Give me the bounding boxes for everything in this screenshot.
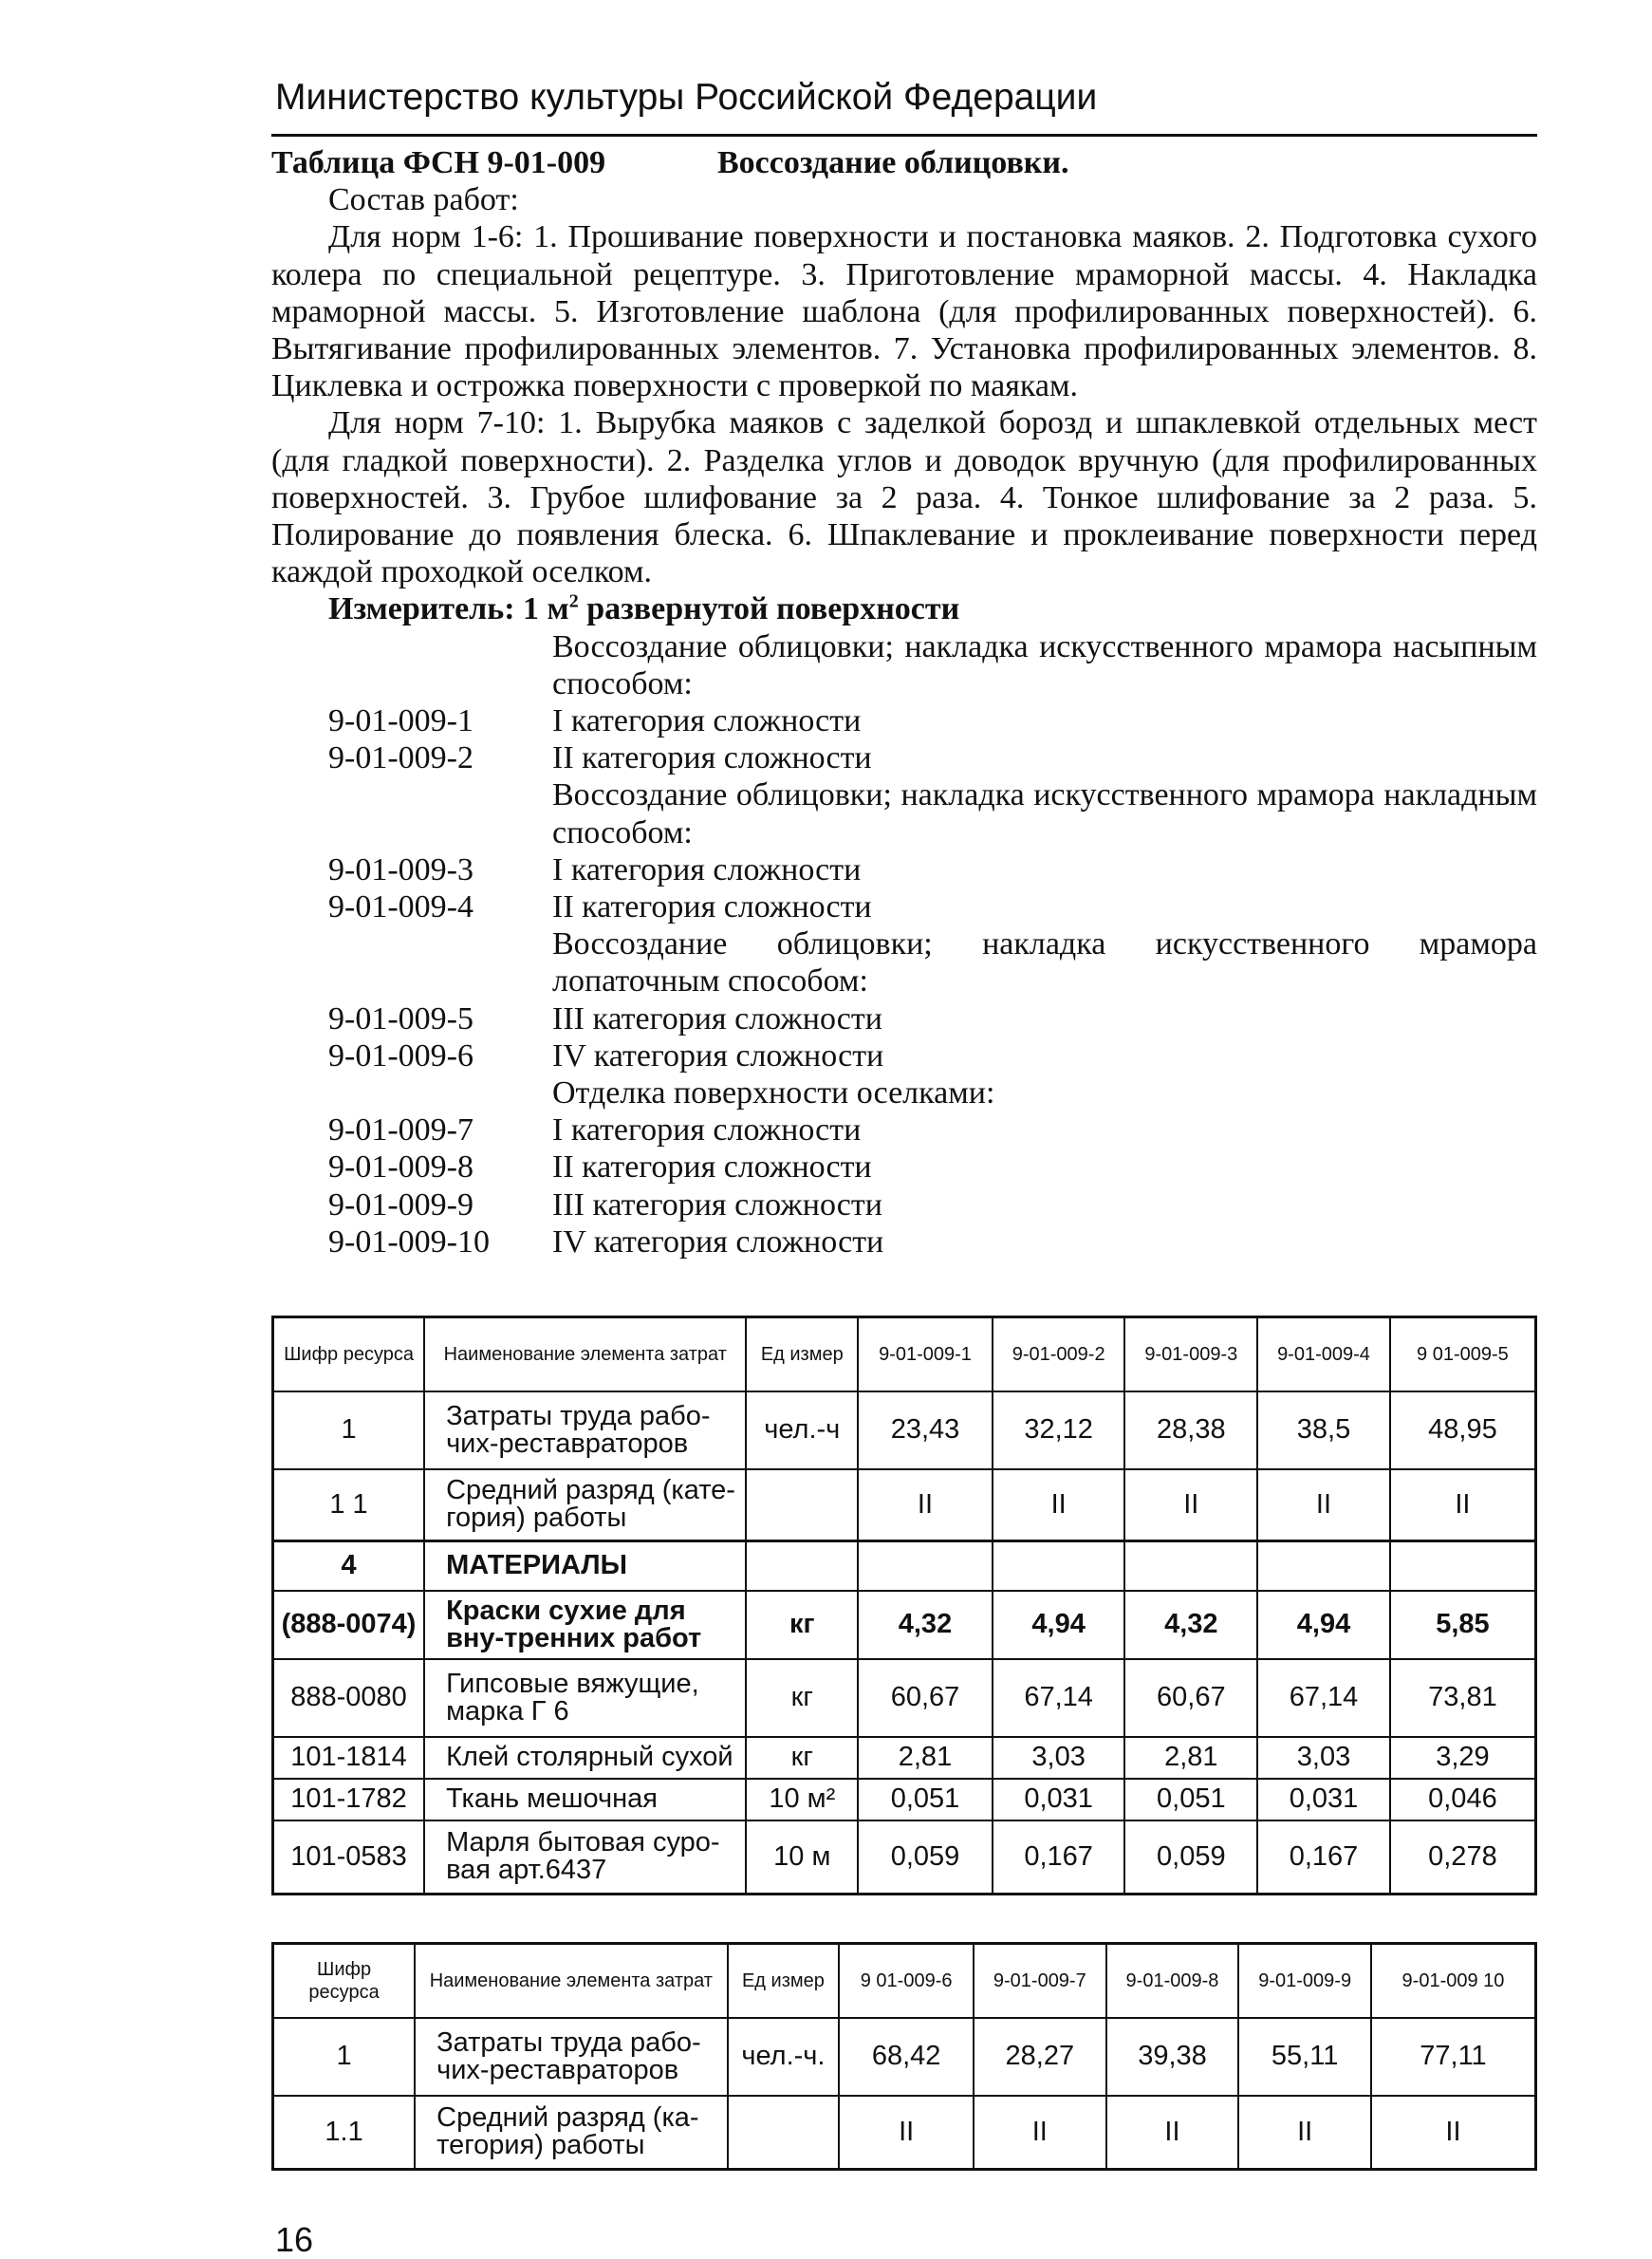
unit-cell: 10 м² [746, 1779, 858, 1820]
work-paragraph-1: Для норм 1-6: 1. Прошивание поверхности и постановка маяков. 2. Подготовка сухого колера по специальной рецептуре. 3. Приготовление мраморной массы. 4. Накладка мраморной массы. 5. Изготовление шаблона (для профилированных поверхностей). 6. Вытягивание профилированных элементов. 7. Установка профилированных элементов. 8. Циклевка и острожка поверхности с проверкой по маякам. [271, 219, 1537, 404]
measure-rest: развернутой поверхности [578, 591, 960, 627]
value-cell: 2,81 [858, 1737, 993, 1779]
column-header: 9-01-009 10 [1371, 1944, 1536, 2018]
value-cell: 60,67 [858, 1659, 993, 1737]
table-header-row [273, 1317, 1536, 1391]
resource-code-cell: (888-0074) [273, 1591, 425, 1659]
resource-code-cell: 1 [273, 1391, 425, 1469]
norm-code: 9-01-009-3 [328, 851, 473, 887]
measure-sup: 2 [568, 591, 579, 613]
norm-code: 9-01-009-4 [328, 889, 473, 925]
cost-element-cell: МАТЕРИАЛЫ [424, 1541, 746, 1591]
norm-item [271, 1000, 1537, 1037]
norm-text: III категория сложности [552, 1000, 882, 1036]
table-title [271, 144, 1537, 181]
table-row [273, 1820, 1536, 1895]
column-header: Ед измер [728, 1944, 840, 2018]
value-cell: II [858, 1469, 993, 1541]
value-cell: II [839, 2096, 974, 2170]
unit-cell: чел.-ч [746, 1391, 858, 1469]
table-name: Воссоздание облицовки. [717, 145, 1069, 180]
unit-cell [728, 2096, 840, 2170]
cost-element-cell: Краски сухие для вну-тренних работ [424, 1591, 746, 1659]
unit-cell: кг [746, 1737, 858, 1779]
norm-code: 9-01-009-9 [328, 1186, 473, 1223]
value-cell: 73,81 [1390, 1659, 1536, 1737]
cost-element-cell: Ткань мешочная [424, 1779, 746, 1820]
cost-element-cell: Затраты труда рабо-чих-реставраторов [415, 2018, 727, 2096]
norm-text: I категория сложности [552, 1112, 862, 1148]
column-header: Наименование элемента затрат [424, 1317, 746, 1391]
norm-text: IV категория сложности [552, 1037, 884, 1073]
cost-element-cell: Гипсовые вяжущие, марка Г 6 [424, 1659, 746, 1737]
resource-code-cell: 101-1782 [273, 1779, 425, 1820]
cost-element-cell: Затраты труда рабо-чих-реставраторов [424, 1391, 746, 1469]
norm-code: 9-01-009-7 [328, 1112, 473, 1148]
column-header: Ед измер [746, 1317, 858, 1391]
norm-item [271, 702, 1537, 739]
value-cell: 23,43 [858, 1391, 993, 1469]
norm-item [271, 1148, 1537, 1186]
value-cell: 67,14 [993, 1659, 1125, 1737]
resource-code-cell: 101-1814 [273, 1737, 425, 1779]
table-row [273, 1391, 1536, 1469]
value-cell: II [1257, 1469, 1390, 1541]
value-cell: 0,031 [1257, 1779, 1390, 1820]
table-row [273, 1779, 1536, 1820]
value-cell: 0,167 [1257, 1820, 1390, 1895]
norm-text: II категория сложности [552, 1149, 872, 1186]
norm-code: 9-01-009-6 [328, 1037, 473, 1073]
resource-code-cell: 888-0080 [273, 1659, 425, 1737]
table-header-row [273, 1944, 1536, 2018]
column-header: 9-01-009-4 [1257, 1317, 1390, 1391]
value-cell: 48,95 [1390, 1391, 1536, 1469]
table-row [273, 1469, 1536, 1541]
value-cell [1257, 1541, 1390, 1591]
value-cell: II [1238, 2096, 1371, 2170]
resource-code-cell: 1 1 [273, 1469, 425, 1541]
norm-code: 9-01-009-8 [328, 1149, 473, 1186]
column-header: 9 01-009-5 [1390, 1317, 1536, 1391]
table-row [273, 2018, 1536, 2096]
column-header: 9-01-009-1 [858, 1317, 993, 1391]
value-cell: 39,38 [1106, 2018, 1239, 2096]
resource-code-cell: 1.1 [273, 2096, 416, 2170]
resource-code-cell: 4 [273, 1541, 425, 1591]
norm-text: I категория сложности [552, 851, 862, 887]
table-number: Таблица ФСН 9-01-009 [271, 145, 606, 180]
value-cell: 32,12 [993, 1391, 1125, 1469]
column-header: 9-01-009-7 [974, 1944, 1106, 2018]
norm-text: III категория сложности [552, 1186, 882, 1223]
column-header: 9-01-009-8 [1106, 1944, 1239, 2018]
resource-code-cell: 1 [273, 2018, 416, 2096]
table-row [273, 2096, 1536, 2170]
resource-table-1 [271, 1316, 1537, 1895]
value-cell: 3,29 [1390, 1737, 1536, 1779]
norm-text: IV категория сложности [552, 1223, 884, 1260]
value-cell: II [974, 2096, 1106, 2170]
value-cell: 4,94 [993, 1591, 1125, 1659]
norm-item [271, 1111, 1537, 1148]
norm-group-title: Отделка поверхности оселками: [552, 1075, 995, 1111]
body-text [271, 144, 1537, 1260]
norm-item [271, 1037, 1537, 1074]
value-cell: 28,38 [1124, 1391, 1257, 1469]
column-header: 9-01-009-9 [1238, 1944, 1371, 2018]
resource-table-2 [271, 1942, 1537, 2171]
value-cell: 4,32 [858, 1591, 993, 1659]
value-cell: 4,32 [1124, 1591, 1257, 1659]
value-cell: II [1371, 2096, 1536, 2170]
unit-cell: 10 м [746, 1820, 858, 1895]
value-cell: 77,11 [1371, 2018, 1536, 2096]
norm-item [271, 1223, 1537, 1260]
column-header: Шифр ресурса [273, 1317, 425, 1391]
norm-code: 9-01-009-5 [328, 1000, 473, 1036]
cost-element-cell: Средний разряд (ка-тегория) работы [415, 2096, 727, 2170]
column-header: 9 01-009-6 [839, 1944, 974, 2018]
value-cell: 0,059 [858, 1820, 993, 1895]
measure-label: Измеритель: 1 м [328, 591, 569, 627]
norm-item [271, 739, 1537, 776]
value-cell: 2,81 [1124, 1737, 1257, 1779]
table-row [273, 1659, 1536, 1737]
value-cell: 4,94 [1257, 1591, 1390, 1659]
running-head: Министерство культуры Российской Федерации [275, 77, 1098, 118]
value-cell: II [1390, 1469, 1536, 1541]
value-cell: 0,167 [993, 1820, 1125, 1895]
norm-item [271, 851, 1537, 888]
norm-group-title: Воссоздание облицовки; накладка искусственного мрамора лопаточным способом: [552, 926, 1537, 999]
value-cell: 0,051 [858, 1779, 993, 1820]
value-cell: II [993, 1469, 1125, 1541]
value-cell: II [1106, 2096, 1239, 2170]
table-row [273, 1541, 1536, 1591]
unit-cell: кг [746, 1591, 858, 1659]
value-cell: 68,42 [839, 2018, 974, 2096]
value-cell: 0,051 [1124, 1779, 1257, 1820]
value-cell [1124, 1541, 1257, 1591]
norm-item [271, 1186, 1537, 1223]
norm-text: I категория сложности [552, 703, 862, 739]
norm-text: II категория сложности [552, 740, 872, 776]
value-cell: 5,85 [1390, 1591, 1536, 1659]
cost-element-cell: Марля бытовая суро-вая арт.6437 [424, 1820, 746, 1895]
value-cell: 0,046 [1390, 1779, 1536, 1820]
norm-code: 9-01-009-1 [328, 703, 473, 739]
column-header: 9-01-009-3 [1124, 1317, 1257, 1391]
column-header: Наименование элемента затрат [415, 1944, 727, 2018]
value-cell: 38,5 [1257, 1391, 1390, 1469]
value-cell: 67,14 [1257, 1659, 1390, 1737]
value-cell: 0,031 [993, 1779, 1125, 1820]
cost-element-cell: Средний разряд (кате-гория) работы [424, 1469, 746, 1541]
unit-cell: чел.-ч. [728, 2018, 840, 2096]
value-cell: 55,11 [1238, 2018, 1371, 2096]
norm-text: II категория сложности [552, 889, 872, 925]
value-cell [993, 1541, 1125, 1591]
norm-code: 9-01-009-10 [328, 1223, 490, 1260]
value-cell: 0,278 [1390, 1820, 1536, 1895]
cost-element-cell: Клей столярный сухой [424, 1737, 746, 1779]
measure-line [271, 590, 1537, 627]
value-cell: 3,03 [993, 1737, 1125, 1779]
norm-item [271, 888, 1537, 925]
norm-list [271, 628, 1537, 1260]
value-cell [858, 1541, 993, 1591]
table-row [273, 1737, 1536, 1779]
norm-code: 9-01-009-2 [328, 740, 473, 776]
unit-cell [746, 1541, 858, 1591]
norm-group-title: Воссоздание облицовки; накладка искусственного мрамора накладным способом: [552, 777, 1537, 850]
value-cell [1390, 1541, 1536, 1591]
table-row [273, 1591, 1536, 1659]
value-cell: II [1124, 1469, 1257, 1541]
column-header: Шифр ресурса [273, 1944, 416, 2018]
column-header: 9-01-009-2 [993, 1317, 1125, 1391]
work-paragraph-2: Для норм 7-10: 1. Вырубка маяков с заделкой борозд и шпаклевкой отдельных мест (для гладкой поверхности). 2. Разделка углов и доводок вручную (для профилированных поверхностей. 3. Грубое шлифование за 2 раза. 4. Тонкое шлифование за 2 раза. 5. Полирование до появления блеска. 6. Шпаклевание и проклеивание поверхности перед каждой проходкой оселком. [271, 405, 1537, 590]
page-number: 16 [275, 2220, 314, 2259]
value-cell: 28,27 [974, 2018, 1106, 2096]
unit-cell: кг [746, 1659, 858, 1737]
work-heading: Состав работ: [328, 182, 519, 218]
value-cell: 0,059 [1124, 1820, 1257, 1895]
resource-code-cell: 101-0583 [273, 1820, 425, 1895]
value-cell: 60,67 [1124, 1659, 1257, 1737]
value-cell: 3,03 [1257, 1737, 1390, 1779]
header-rule [271, 134, 1537, 137]
norm-group-title: Воссоздание облицовки; накладка искусственного мрамора насыпным способом: [552, 628, 1537, 701]
unit-cell [746, 1469, 858, 1541]
